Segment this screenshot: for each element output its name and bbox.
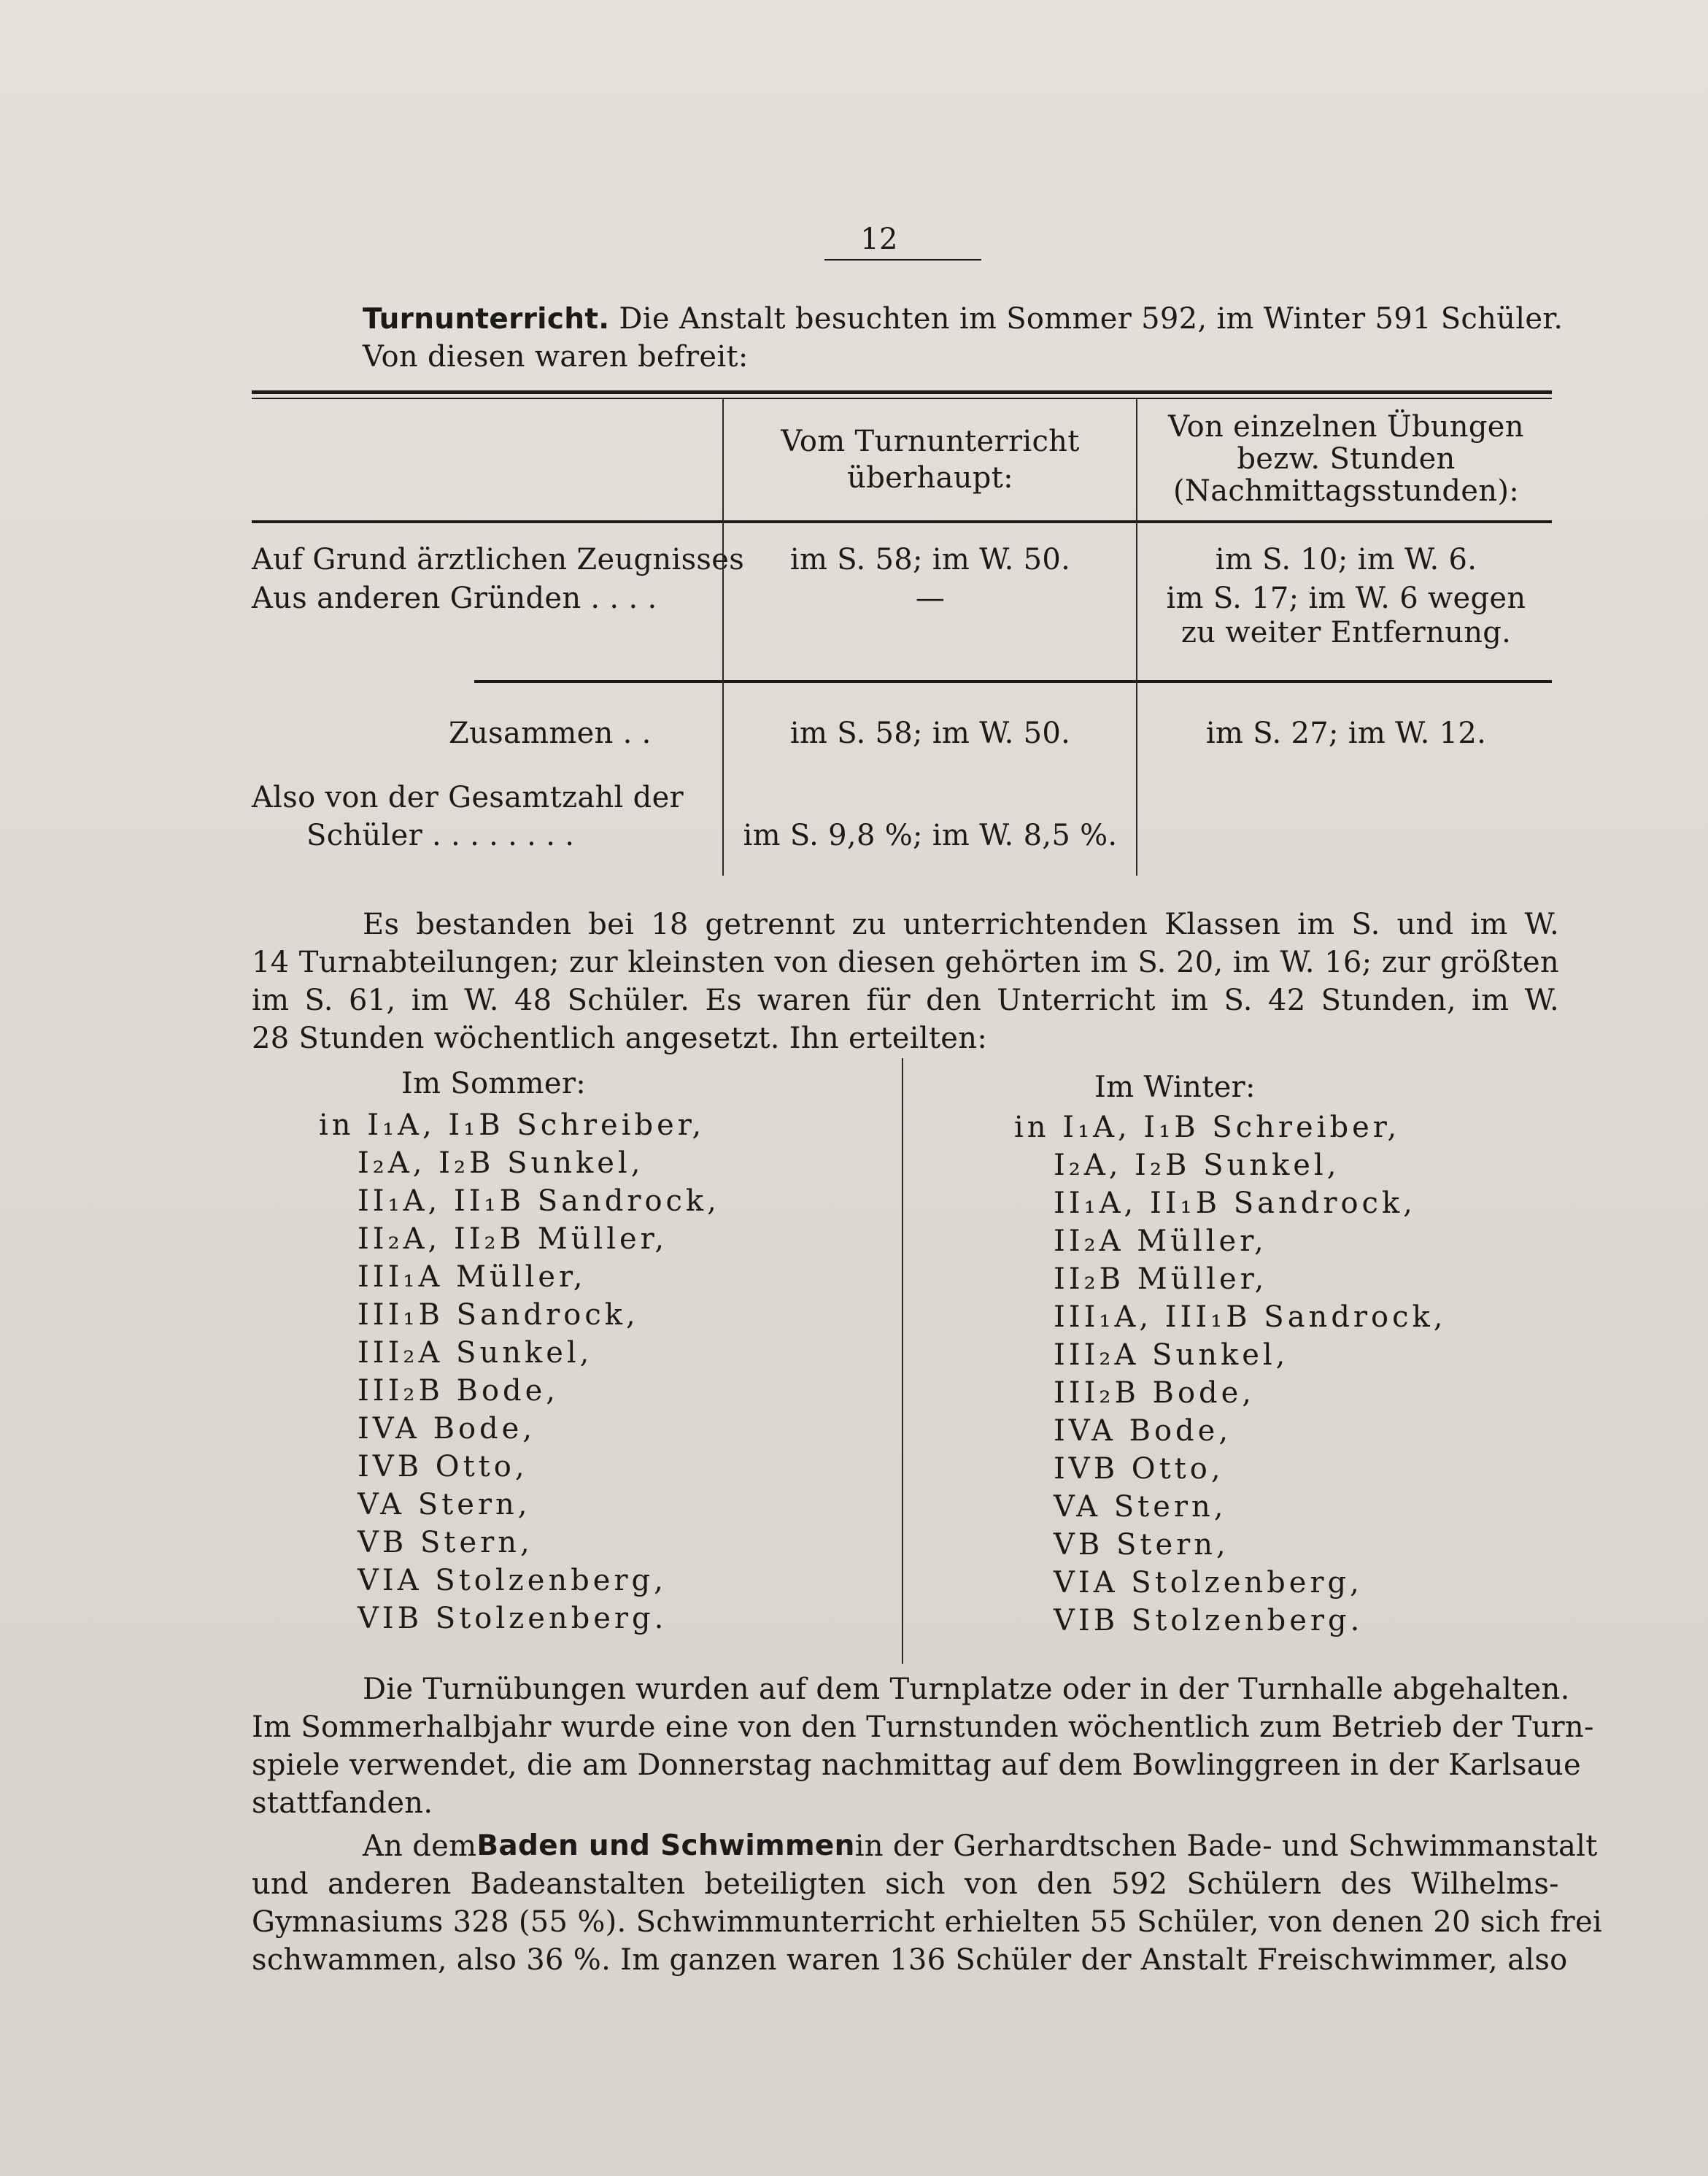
para-line: 28 Stunden wöchentlich angesetzt. Ihn erteilten: [252,1022,988,1055]
winter-line: I₂A, I₂B Sunkel, [1054,1149,1340,1182]
row-value: im S. 10; im W. 6. [1215,543,1477,576]
col-header-turnunterricht: Vom Turnunterricht überhaupt: [781,425,1080,495]
table-top-rule [252,390,1552,394]
para-rest: in der Gerhardtschen Bade- und Schwimmanstalt [854,1829,1598,1863]
winter-line: III₂A Sunkel, [1054,1338,1289,1372]
summer-line: III₂A Sunkel, [358,1336,593,1370]
summer-line: VB Stern, [358,1526,533,1559]
summer-line: IVB Otto, [358,1450,528,1484]
summer-line: III₁A Müller, [358,1260,587,1294]
total-value: im S. 27; im W. 12. [1205,717,1487,750]
para-line: Gymnasiums 328 (55 %). Schwimmunterricht erhielten 55 Schüler, von denen 20 sich frei [252,1905,1603,1939]
winter-line: III₂B Bode, [1054,1376,1256,1410]
winter-line: VIB Stolzenberg. [1054,1604,1364,1637]
para-line: im S. 61, im W. 48 Schüler. Es waren für den Unterricht im S. 42 Stunden, im W. [252,984,1559,1017]
winter-line: IVA Bode, [1054,1414,1232,1448]
winter-line: VIA Stolzenberg, [1054,1566,1363,1600]
winter-line: in I₁A, I₁B Schreiber, [1014,1111,1401,1144]
winter-title: Im Winter: [1094,1070,1256,1104]
winter-line: VB Stern, [1054,1528,1229,1562]
page-number-rule [824,259,981,261]
winter-line: II₂B Müller, [1054,1262,1268,1296]
table-total-rule [474,680,1552,683]
para-line: 14 Turnabteilungen; zur kleinsten von diesen gehörten im S. 20, im W. 16; zur größten [252,946,1559,979]
winter-line: VA Stern, [1054,1490,1227,1524]
para-line: Die Turnübungen wurden auf dem Turnplatze oder in der Turnhalle abgehalten. [363,1672,1570,1706]
summer-line: VA Stern, [358,1488,531,1521]
intro-line-1 [363,301,1563,338]
winter-line: III₁A, III₁B Sandrock, [1054,1300,1447,1334]
winter-line: II₁A, II₁B Sandrock, [1054,1187,1416,1220]
total-label: Zusammen . . [449,717,652,750]
para-lead: An dem [363,1829,477,1863]
para-bold-heading: Baden und Schwimmen [476,1829,855,1862]
para-line: Es bestanden bei 18 getrennt zu unterrichtenden Klassen im S. und im W. [363,908,1559,941]
summer-line: III₁B Sandrock, [358,1298,639,1332]
share-value: im S. 9,8 %; im W. 8,5 %. [743,819,1118,852]
para-line: stattfanden. [252,1786,433,1820]
summer-line: I₂A, I₂B Sunkel, [358,1146,644,1180]
row-value: zu weiter Entfernung. [1180,616,1512,649]
summer-line: VIB Stolzenberg. [358,1602,668,1635]
col-header-uebungen-2: bezw. Stunden [1237,442,1456,476]
winter-line: II₂A Müller, [1054,1224,1267,1258]
intro-line-2: Von diesen waren befreit: [363,340,749,374]
winter-line: IVB Otto, [1054,1452,1224,1486]
table-col-divider-1 [722,398,724,876]
page-number: 12 [860,223,898,256]
summer-line: II₂A, II₂B Müller, [358,1222,668,1256]
para-line: schwammen, also 36 %. Im ganzen waren 136 Schüler der Anstalt Freischwimmer, also [252,1943,1568,1977]
total-value: im S. 58; im W. 50. [789,717,1071,750]
summer-line: IVA Bode, [358,1412,536,1446]
share-label-2: Schüler . . . . . . . . [306,819,575,852]
row-label: Auf Grund ärztlichen Zeugnisses [252,543,745,576]
para-line: und anderen Badeanstalten beteiligten sich von den 592 Schülern des Wilhelms- [252,1867,1559,1901]
row-label: Aus anderen Gründen . . . . [252,582,657,615]
col-header-uebungen-1: Von einzelnen Übungen [1168,410,1524,444]
col-header-uebungen-3: (Nachmittagsstunden): [1172,474,1519,508]
summer-title: Im Sommer: [401,1067,587,1100]
table-header-rule [252,520,1552,523]
para-line: spiele verwendet, die am Donnerstag nachmittag auf dem Bowlinggreen in der Karlsaue [252,1748,1581,1782]
table-top-rule-thin [252,398,1552,399]
row-value: — [915,582,946,615]
summer-line: III₂B Bode, [358,1374,560,1408]
para-line [363,1828,1598,1864]
section-heading: Turnunterricht. [363,303,610,336]
share-label-1: Also von der Gesamtzahl der [252,781,684,814]
table-col-divider-2 [1136,398,1137,876]
intro-text: Die Anstalt besuchten im Sommer 592, im Winter 591 Schüler. [619,302,1564,336]
para-line: Im Sommerhalbjahr wurde eine von den Turnstunden wöchentlich zum Betrieb der Turn- [252,1710,1594,1744]
summer-line: in I₁A, I₁B Schreiber, [319,1108,706,1142]
summer-line: VIA Stolzenberg, [358,1564,667,1597]
row-value: im S. 17; im W. 6 wegen [1166,582,1526,615]
row-value: im S. 58; im W. 50. [789,543,1071,576]
teachers-divider [902,1058,903,1664]
summer-line: II₁A, II₁B Sandrock, [358,1184,720,1218]
